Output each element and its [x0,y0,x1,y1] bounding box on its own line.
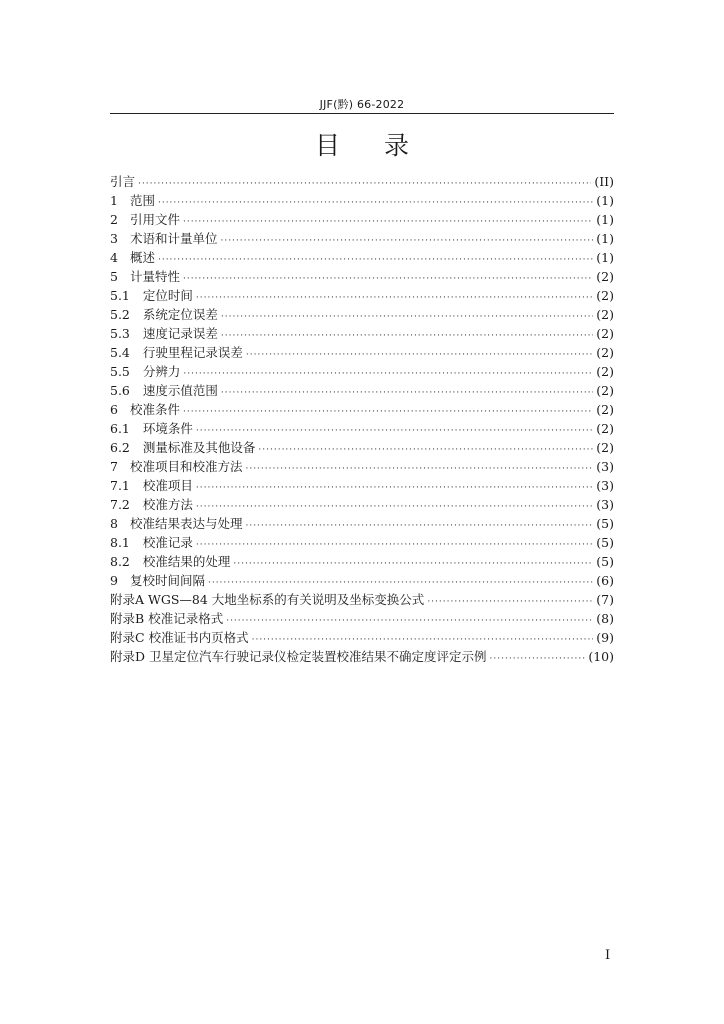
toc-entry-title: 行驶里程记录误差 [142,345,243,360]
toc-entry[interactable] [110,229,614,248]
toc-entry-number: 附录C [110,630,145,645]
toc-entry-number: 5.3 [110,326,130,341]
toc-entry-number: 附录A [110,592,145,607]
toc-entry-page: (9) [596,630,614,645]
toc-entry-number: 5.6 [110,383,130,398]
toc-entry-page: (3) [596,459,614,474]
toc-entry-number: 4 [110,250,118,265]
toc-entry-page: (5) [596,535,614,550]
toc-entry-number: 6.2 [110,440,130,455]
dot-leader [183,403,593,422]
toc-entry-title: 引用文件 [129,212,180,227]
dot-leader [158,251,593,270]
dot-leader [183,270,593,289]
dot-leader [158,194,593,213]
toc-entry-number: 7 [110,459,118,474]
toc-entry-title: 定位时间 [142,288,193,303]
toc-entry-title: 范围 [129,193,155,208]
toc-entry-page: (3) [596,478,614,493]
toc-entry-page: (1) [596,193,614,208]
toc-entry-number: 附录D [110,649,146,664]
toc-entry-number: 6.1 [110,421,130,436]
toc-entry-number: 7.1 [110,478,130,493]
dot-leader [196,289,593,308]
toc-entry-number: 8 [110,516,118,531]
dot-leader [196,422,593,441]
dot-leader [220,232,593,251]
toc-entry[interactable] [110,210,614,229]
dot-leader [246,346,593,365]
toc-entry-title: WGS—84 大地坐标系的有关说明及坐标变换公式 [148,592,425,607]
toc-entry-page: (II) [594,174,614,189]
toc-entry-title: 校准项目和校准方法 [129,459,243,474]
toc-entry-number: 8.2 [110,554,130,569]
toc-entry-title: 系统定位误差 [142,307,218,322]
toc-entry[interactable] [110,571,614,590]
toc-entry-page: (1) [596,231,614,246]
toc-entry-title: 速度记录误差 [142,326,218,341]
toc-entry[interactable] [110,514,614,533]
toc-entry[interactable] [110,438,614,457]
toc-entry-page: (2) [596,269,614,284]
toc-entry[interactable] [110,609,614,628]
standard-code-header: JJF(黔) 66-2022 [319,98,405,111]
toc-entry-number: 5 [110,269,118,284]
toc-entry-page: (2) [596,402,614,417]
toc-entry-title: 引言 [110,174,136,189]
toc-entry-title: 速度示值范围 [142,383,218,398]
toc-entry-number: 6 [110,402,118,417]
toc-entry-title: 校准条件 [129,402,180,417]
dot-leader [427,593,593,612]
toc-entry-page: (3) [596,497,614,512]
dot-leader [183,365,593,384]
dot-leader [138,175,591,194]
toc-entry-page: (1) [596,250,614,265]
page-title: 目录 [314,131,453,160]
dot-leader [221,308,593,327]
toc-entry[interactable] [110,381,614,400]
toc-entry-title: 校准项目 [142,478,193,493]
toc-entry-number: 7.2 [110,497,130,512]
toc-entry-number: 5.5 [110,364,130,379]
toc-entry-title: 术语和计量单位 [129,231,218,246]
toc-entry-title: 测量标准及其他设备 [142,440,256,455]
toc-entry[interactable] [110,172,614,191]
toc-entry-number: 2 [110,212,118,227]
toc-entry-number: 3 [110,231,118,246]
toc-entry-title: 卫星定位汽车行驶记录仪检定装置校准结果不确定度评定示例 [149,649,487,664]
toc-entry[interactable] [110,191,614,210]
toc-entry[interactable] [110,628,614,647]
toc-entry[interactable] [110,476,614,495]
toc-entry[interactable] [110,400,614,419]
toc-entry-title: 校准记录 [142,535,193,550]
toc-entry-title: 校准记录格式 [148,611,224,626]
toc-entry[interactable] [110,305,614,324]
toc-entry-page: (1) [596,212,614,227]
toc-entry-page: (10) [588,649,614,664]
dot-leader [221,327,593,346]
toc-entry-title: 分辨力 [142,364,181,379]
toc-entry[interactable] [110,419,614,438]
toc-entry-title: 校准证书内页格式 [148,630,249,645]
toc-entry-number: 9 [110,573,118,588]
toc-entry-page: (2) [596,288,614,303]
toc-entry-page: (5) [596,516,614,531]
toc-entry[interactable] [110,343,614,362]
toc-entry[interactable] [110,590,614,609]
dot-leader [221,384,593,403]
toc-entry-page: (2) [596,383,614,398]
toc-entry[interactable] [110,552,614,571]
dot-leader [233,555,593,574]
toc-entry-page: (2) [596,345,614,360]
toc-entry[interactable] [110,286,614,305]
toc-entry-number: 5.4 [110,345,130,360]
toc-entry[interactable] [110,533,614,552]
toc-entry[interactable] [110,248,614,267]
toc-entry-title: 校准结果的处理 [142,554,231,569]
toc-entry-page: (2) [596,326,614,341]
dot-leader [226,612,593,631]
toc-entry-title: 环境条件 [142,421,193,436]
toc-entry-page: (8) [596,611,614,626]
toc-entry-page: (6) [596,573,614,588]
toc-entry[interactable] [110,495,614,514]
dot-leader [183,213,593,232]
dot-leader [490,650,586,669]
toc-entry[interactable] [110,457,614,476]
dot-leader [245,460,593,479]
toc-entry[interactable] [110,324,614,343]
toc-entry-title: 校准结果表达与处理 [129,516,243,531]
dot-leader [258,441,593,460]
dot-leader [196,536,593,555]
toc-entry-title: 计量特性 [129,269,180,284]
toc-entry-number: 5.2 [110,307,130,322]
toc-entry[interactable] [110,647,614,666]
toc-entry-page: (2) [596,307,614,322]
toc-entry-title: 复校时间间隔 [129,573,205,588]
toc-entry-number: 8.1 [110,535,130,550]
toc-entry-number: 1 [110,193,118,208]
toc-entry-page: (2) [596,364,614,379]
toc-entry[interactable] [110,362,614,381]
table-of-contents [110,172,614,666]
toc-entry[interactable] [110,267,614,286]
toc-entry-number: 5.1 [110,288,130,303]
toc-entry-title: 校准方法 [142,497,193,512]
header-rule [110,113,614,114]
toc-entry-page: (7) [596,592,614,607]
dot-leader [196,479,593,498]
dot-leader [196,498,593,517]
toc-entry-page: (5) [596,554,614,569]
page-number: I [605,948,611,963]
dot-leader [245,517,593,536]
toc-entry-page: (2) [596,440,614,455]
toc-entry-title: 概述 [129,250,155,265]
toc-entry-number: 附录B [110,611,145,626]
toc-entry-page: (2) [596,421,614,436]
